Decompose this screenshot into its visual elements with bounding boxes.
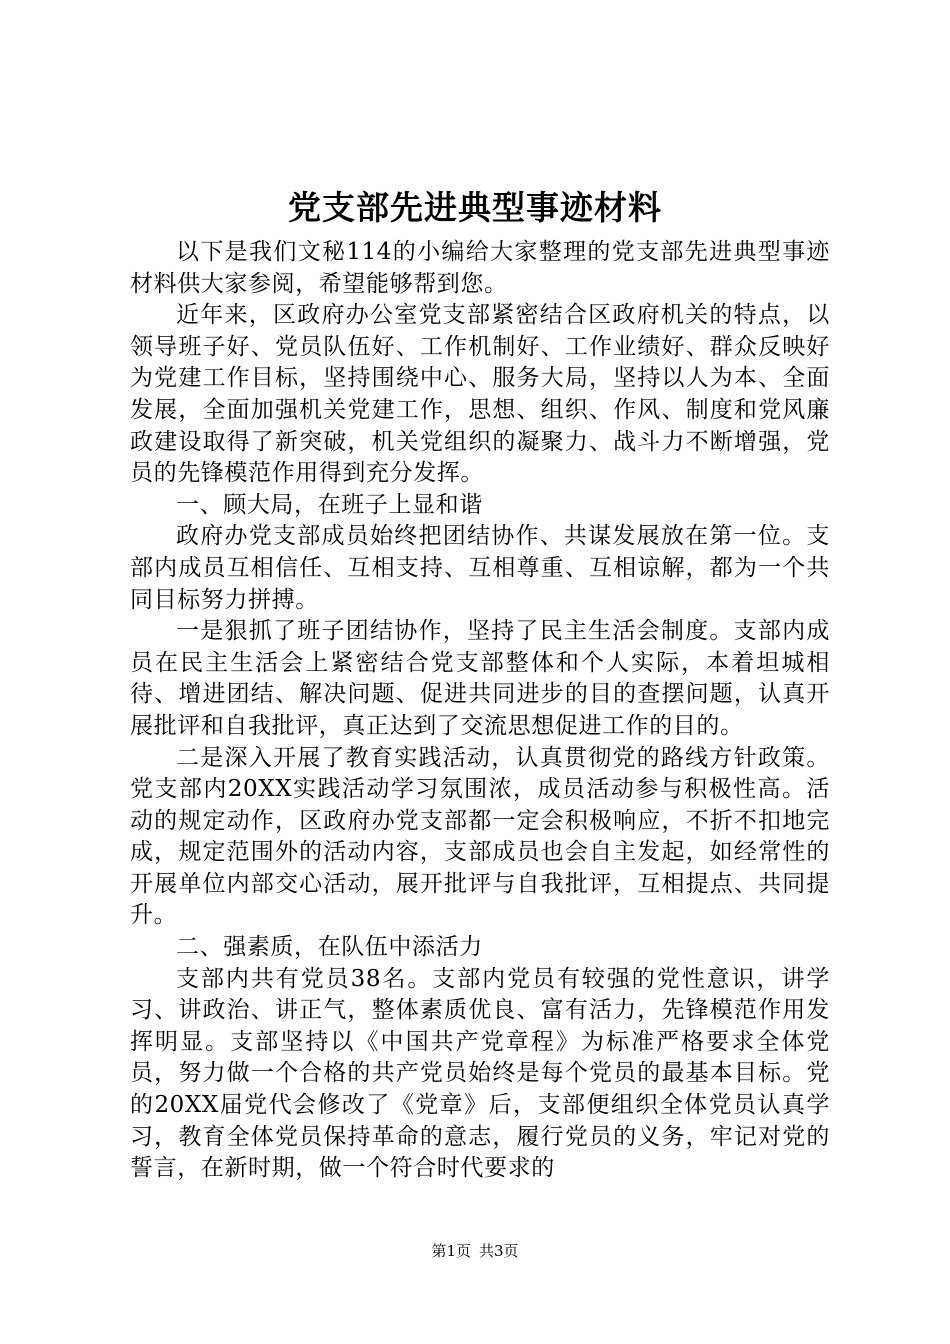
paragraph-education-practice: 二是深入开展了教育实践活动，认真贯彻党的路线方针政策。党支部内20XX实践活动学习氛围浓，成员活动参与积极性高。活动的规定动作，区政府办党支部都一定会积极响应，不折不扣地完成，规定范围外的活动内容，支部成员也会自主发起，如经常性的开展单位内部交心活动，展开批评与自我批评，互相提点、共同提升。 [130,744,830,929]
paragraph-members: 支部内共有党员38名。支部内党员有较强的党性意识，讲学习、讲政治、讲正气，整体素质优良、富有活力，先锋模范作用发挥明显。支部坚持以《中国共产党章程》为标准严格要求全体党员，努力做一个合格的共产党员始终是每个党员的最基本目标。党的20XX届党代会修改了《党章》后，支部便组织全体党员认真学习，教育全体党员保持革命的意志，履行党员的义务，牢记对党的誓言，在新时期，做一个符合时代要求的 [130,965,830,1182]
section-heading-1: 一、顾大局，在班子上显和谐 [176,491,483,518]
page-footer [0,1241,950,1261]
document-body [130,237,830,1185]
paragraph-overview: 近年来，区政府办公室党支部紧密结合区政府机关的特点，以领导班子好、党员队伍好、工作机制好、工作业绩好、群众反映好为党建工作目标，坚持围绕中心、服务大局，坚持以人为本、全面发展，全面加强机关党建工作，思想、组织、作风、制度和党风廉政建设取得了新突破，机关党组织的凝聚力、战斗力不断增强，党员的先锋模范作用得到充分发挥。 [130,302,830,487]
paragraph-unity: 政府办党支部成员始终把团结协作、共谋发展放在第一位。支部内成员互相信任、互相支持、互相尊重、互相谅解，都为一个共同目标努力拼搏。 [130,523,830,613]
section-heading-2: 二、强素质，在队伍中添活力 [176,934,483,961]
document-title: 党支部先进典型事迹材料 [288,188,662,227]
page-number: 第1页 [431,1242,471,1260]
paragraph-democratic-life: 一是狠抓了班子团结协作，坚持了民主生活会制度。支部内成员在民主生活会上紧密结合党支部整体和个人实际，本着坦城相待、增进团结、解决问题、促进共同进步的目的查摆问题，认真开展批评和自我批评，真正达到了交流思想促进工作的目的。 [130,618,830,739]
paragraph-intro: 以下是我们文秘114的小编给大家整理的党支部先进典型事迹材料供大家参阅，希望能够帮到您。 [130,239,830,297]
page-total: 共3页 [479,1242,519,1260]
